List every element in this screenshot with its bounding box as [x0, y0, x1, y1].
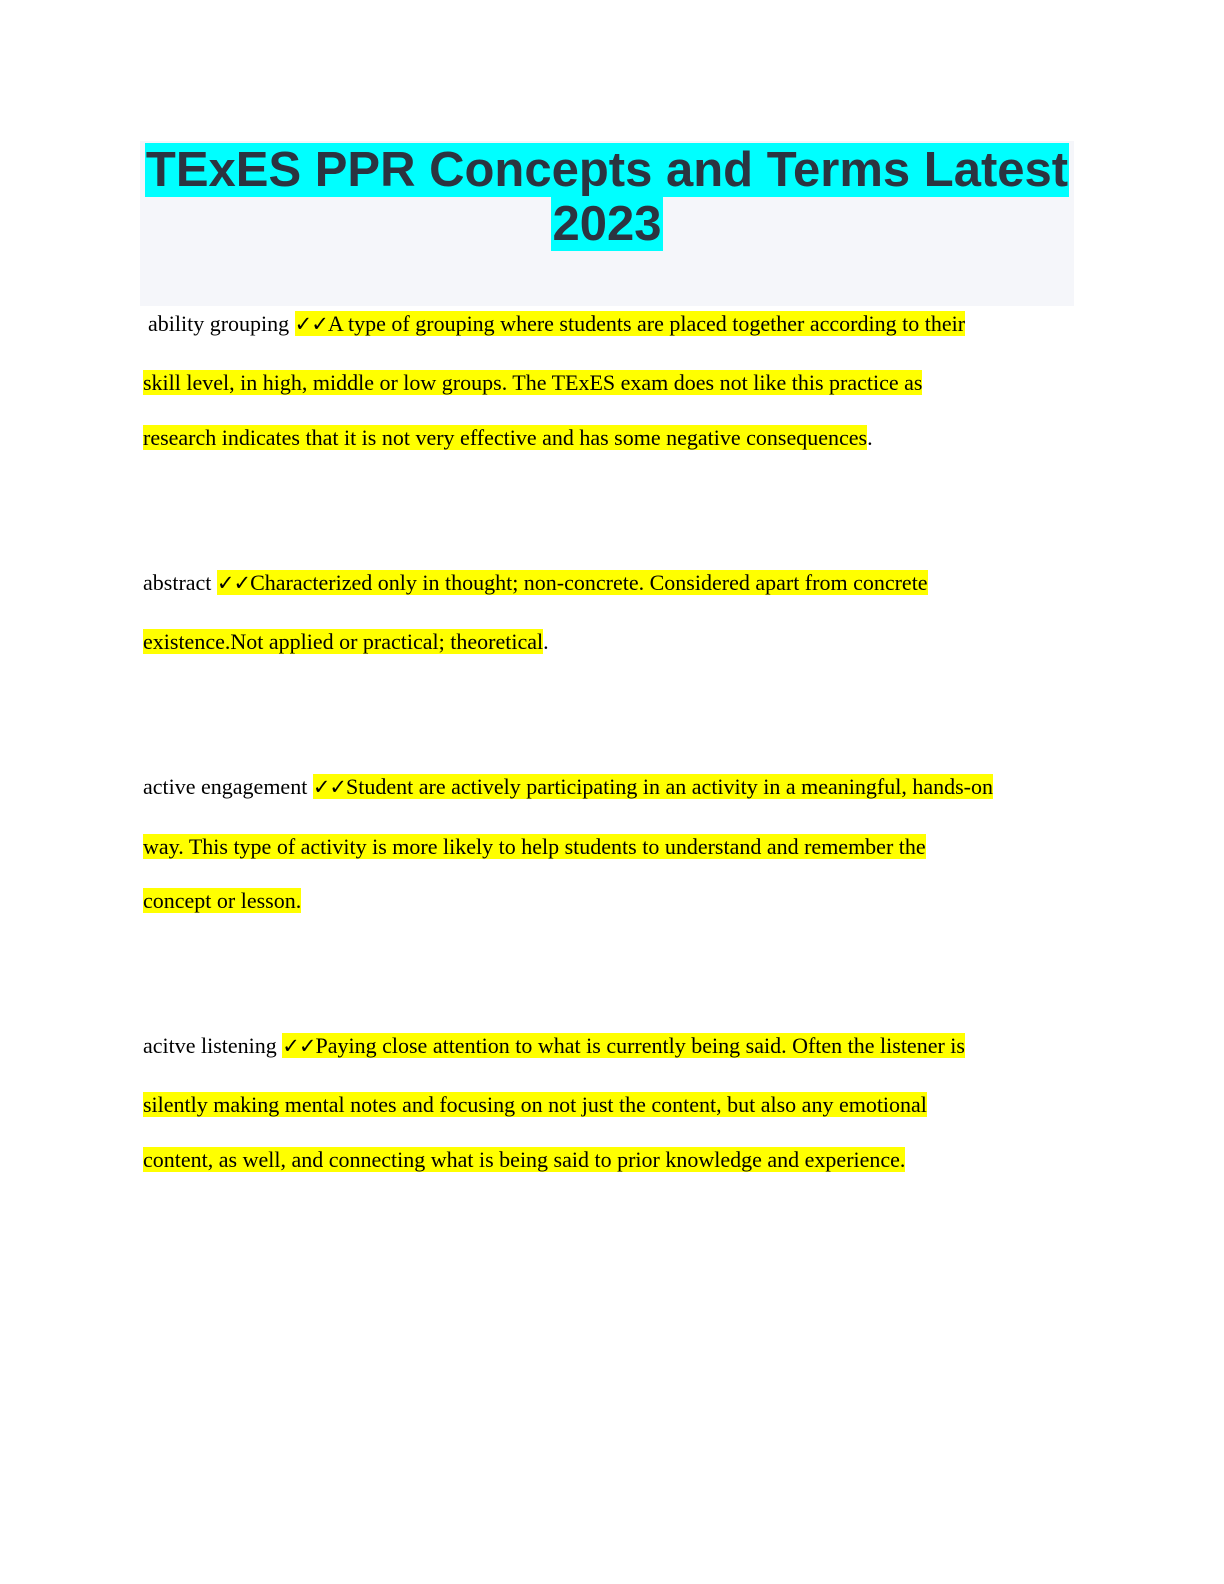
double-check-icon: ✓✓ — [312, 775, 347, 799]
entry-ability-grouping-line-3 — [143, 423, 873, 453]
definition-highlight — [217, 570, 928, 595]
definition-text: existence.Not applied or practical; theoretical — [143, 629, 544, 654]
entry-active-listening-line-1 — [143, 1031, 965, 1061]
entry-abstract-line-2 — [143, 627, 549, 657]
definition-text: Paying close attention to what is currently being said. Often the listener is — [315, 1033, 965, 1058]
term-label: abstract — [143, 570, 212, 595]
entry-abstract-line-1 — [143, 568, 928, 598]
term-label: ability grouping — [148, 311, 290, 336]
definition-highlight — [313, 774, 993, 799]
double-check-icon: ✓✓ — [294, 312, 328, 336]
definition-trailing: . — [867, 425, 873, 450]
definition-text: way. This type of activity is more likely to help students to understand and remember the — [143, 834, 926, 859]
definition-text: skill level, in high, middle or low groups. The TExES exam does not like this practice as — [143, 370, 923, 395]
entry-active-listening-line-3 — [143, 1145, 905, 1175]
definition-text: A type of grouping where students are placed together according to their — [327, 311, 966, 336]
definition-text: Student are actively participating in an activity in a meaningful, hands-on — [346, 774, 993, 799]
entry-ability-grouping-line-1 — [148, 309, 965, 339]
entry-active-listening-line-2 — [143, 1090, 927, 1120]
entry-active-engagement-line-2 — [143, 832, 926, 862]
term-label: acitve listening — [143, 1033, 277, 1058]
double-check-icon: ✓✓ — [216, 571, 251, 595]
entry-active-engagement-line-1 — [143, 772, 993, 802]
term-label: active engagement — [143, 774, 308, 799]
definition-text: research indicates that it is not very effective and has some negative consequences — [143, 425, 868, 450]
entry-ability-grouping-line-2 — [143, 368, 922, 398]
document-title — [140, 143, 1074, 251]
title-banner — [140, 141, 1074, 306]
entry-active-engagement-line-3 — [143, 886, 301, 916]
definition-highlight — [282, 1033, 965, 1058]
definition-text: Characterized only in thought; non-concrete. Considered apart from concrete — [250, 570, 928, 595]
title-line-2: 2023 — [552, 197, 662, 251]
definition-trailing: . — [543, 629, 549, 654]
definition-highlight — [295, 311, 965, 336]
definition-text: concept or lesson. — [143, 888, 302, 913]
definition-text: content, as well, and connecting what is being said to prior knowledge and experience. — [143, 1147, 906, 1172]
double-check-icon: ✓✓ — [282, 1034, 316, 1058]
definition-text: silently making mental notes and focusing on not just the content, but also any emotional — [143, 1092, 927, 1117]
title-line-1: TExES PPR Concepts and Terms Latest — [145, 143, 1069, 197]
